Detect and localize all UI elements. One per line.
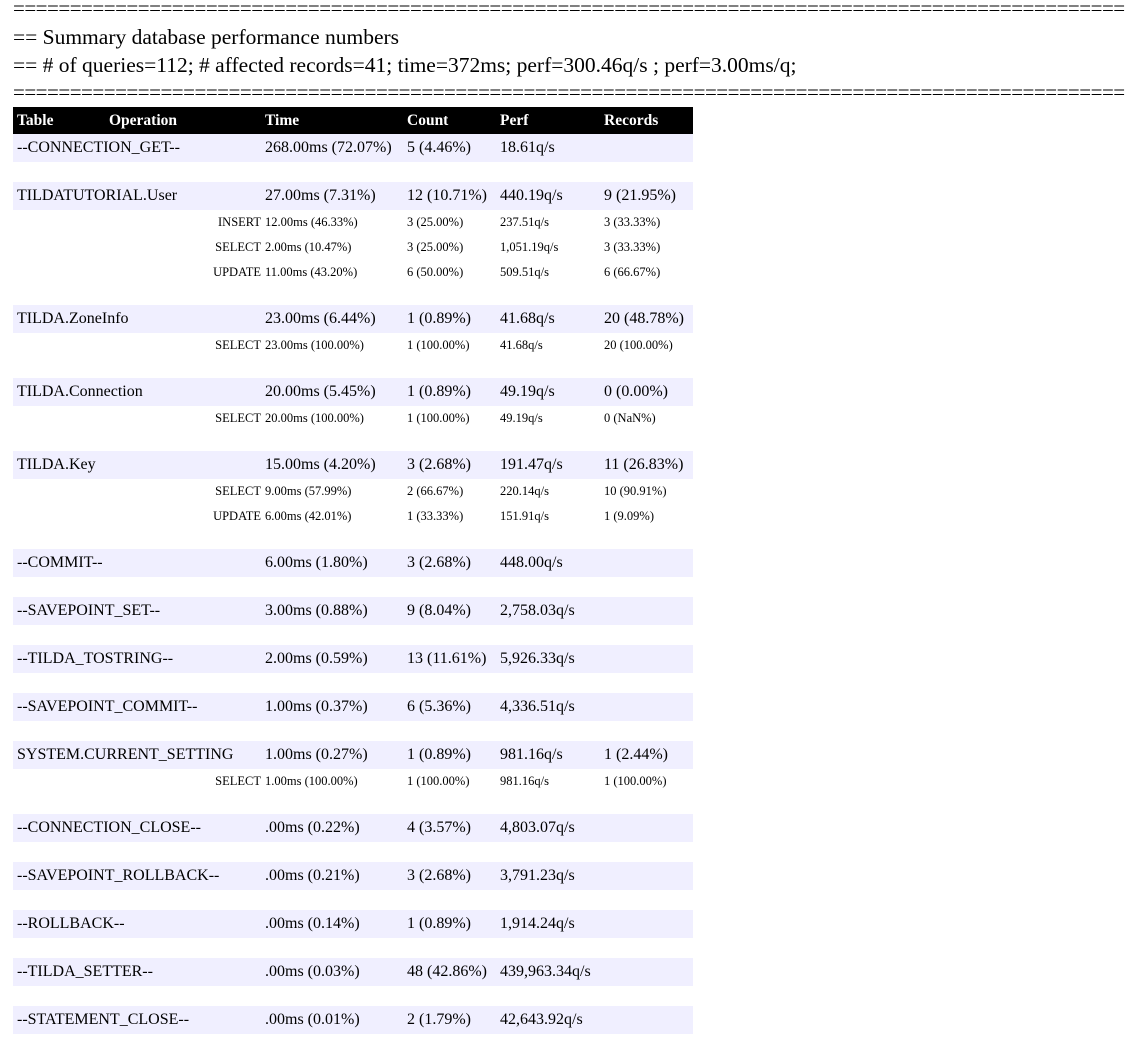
table-row <box>13 549 693 577</box>
count-cell: 4 (3.57%) <box>403 814 496 842</box>
count-cell: 1 (0.89%) <box>403 910 496 938</box>
table-row <box>13 378 693 406</box>
table-row <box>13 305 693 333</box>
records-cell <box>600 549 693 577</box>
column-header-time: Time <box>261 107 403 134</box>
group-spacer <box>13 673 693 693</box>
time-cell: 6.00ms (42.01%) <box>265 509 352 523</box>
bottom-separator: ================================================================================================== <box>13 80 1125 104</box>
perf-cell: 1,914.24q/s <box>496 910 600 938</box>
table-name-cell: TILDA.Connection <box>13 378 261 406</box>
column-header-records: Records <box>600 107 693 134</box>
spacer-cell <box>13 938 693 958</box>
count-cell: 9 (8.04%) <box>403 597 496 625</box>
spacer-cell <box>13 721 693 741</box>
count-cell: 1 (0.89%) <box>403 378 496 406</box>
count-cell: 3 (2.68%) <box>403 451 496 479</box>
records-cell: 3 (33.33%) <box>604 240 661 254</box>
operation-row <box>13 769 693 794</box>
spacer-cell <box>13 285 693 305</box>
count-cell: 13 (11.61%) <box>403 645 496 673</box>
perf-cell: 509.51q/s <box>500 265 549 279</box>
table-name-cell: --SAVEPOINT_COMMIT-- <box>13 693 261 721</box>
table-name-cell: TILDA.ZoneInfo <box>13 305 261 333</box>
count-cell: 1 (100.00%) <box>407 411 470 425</box>
time-cell: 11.00ms (43.20%) <box>265 265 358 279</box>
spacer-cell <box>13 162 693 182</box>
perf-cell: 440.19q/s <box>496 182 600 210</box>
table-row <box>13 814 693 842</box>
spacer-cell <box>13 358 693 378</box>
table-row <box>13 693 693 721</box>
time-cell: 1.00ms (0.37%) <box>261 693 403 721</box>
table-row <box>13 1006 693 1034</box>
time-cell: 23.00ms (100.00%) <box>265 338 364 352</box>
group-spacer <box>13 842 693 862</box>
column-header-perf: Perf <box>496 107 600 134</box>
group-spacer <box>13 721 693 741</box>
table-name-cell: --TILDA_TOSTRING-- <box>13 645 261 673</box>
table-header-row <box>13 107 693 134</box>
operation-row <box>13 406 693 431</box>
table-name-cell: --SAVEPOINT_ROLLBACK-- <box>13 862 261 890</box>
spacer-cell <box>13 986 693 1006</box>
empty-table-cell <box>13 479 103 504</box>
perf-cell: 18.61q/s <box>496 134 600 162</box>
operation-row <box>13 479 693 504</box>
empty-table-cell <box>13 504 103 529</box>
empty-table-cell <box>13 333 103 358</box>
table-name-cell: --CONNECTION_CLOSE-- <box>13 814 261 842</box>
records-cell <box>600 1006 693 1034</box>
records-cell: 1 (9.09%) <box>604 509 654 523</box>
perf-cell: 42,643.92q/s <box>496 1006 600 1034</box>
records-cell <box>600 645 693 673</box>
count-cell: 2 (66.67%) <box>407 484 464 498</box>
count-cell: 48 (42.86%) <box>403 958 496 986</box>
perf-cell: 2,758.03q/s <box>496 597 600 625</box>
operation-row <box>13 210 693 235</box>
empty-table-cell <box>13 406 103 431</box>
table-name-cell: --SAVEPOINT_SET-- <box>13 597 261 625</box>
perf-cell: 439,963.34q/s <box>496 958 600 986</box>
operation-cell: INSERT <box>218 215 261 229</box>
operation-row <box>13 260 693 285</box>
operation-cell: SELECT <box>215 338 261 352</box>
group-spacer <box>13 431 693 451</box>
records-cell <box>600 814 693 842</box>
records-cell <box>600 910 693 938</box>
spacer-cell <box>13 842 693 862</box>
records-cell: 6 (66.67%) <box>604 265 661 279</box>
count-cell: 6 (5.36%) <box>403 693 496 721</box>
count-cell: 6 (50.00%) <box>407 265 464 279</box>
operation-cell: SELECT <box>215 774 261 788</box>
time-cell: 3.00ms (0.88%) <box>261 597 403 625</box>
group-spacer <box>13 358 693 378</box>
column-header-count: Count <box>403 107 496 134</box>
perf-cell: 49.19q/s <box>500 411 543 425</box>
table-row <box>13 958 693 986</box>
time-cell: 6.00ms (1.80%) <box>261 549 403 577</box>
records-cell <box>600 134 693 162</box>
table-name-cell: --STATEMENT_CLOSE-- <box>13 1006 261 1034</box>
group-spacer <box>13 625 693 645</box>
count-cell: 12 (10.71%) <box>403 182 496 210</box>
table-name-cell: --ROLLBACK-- <box>13 910 261 938</box>
perf-cell: 3,791.23q/s <box>496 862 600 890</box>
time-cell: 20.00ms (5.45%) <box>261 378 403 406</box>
count-cell: 1 (0.89%) <box>403 741 496 769</box>
group-spacer <box>13 890 693 910</box>
table-row <box>13 597 693 625</box>
perf-cell: 237.51q/s <box>500 215 549 229</box>
records-cell <box>600 862 693 890</box>
operation-cell: UPDATE <box>213 509 261 523</box>
records-cell <box>600 958 693 986</box>
perf-cell: 4,336.51q/s <box>496 693 600 721</box>
empty-table-cell <box>13 235 103 260</box>
time-cell: 2.00ms (10.47%) <box>265 240 352 254</box>
time-cell: 9.00ms (57.99%) <box>265 484 352 498</box>
count-cell: 1 (100.00%) <box>407 774 470 788</box>
empty-table-cell <box>13 769 103 794</box>
count-cell: 5 (4.46%) <box>403 134 496 162</box>
table-row <box>13 645 693 673</box>
time-cell: 27.00ms (7.31%) <box>261 182 403 210</box>
group-spacer <box>13 794 693 814</box>
time-cell: .00ms (0.21%) <box>261 862 403 890</box>
perf-cell: 49.19q/s <box>496 378 600 406</box>
records-cell: 10 (90.91%) <box>604 484 667 498</box>
operation-row <box>13 504 693 529</box>
table-name-cell: SYSTEM.CURRENT_SETTING <box>13 741 261 769</box>
operation-row <box>13 333 693 358</box>
spacer-cell <box>13 673 693 693</box>
empty-table-cell <box>13 210 103 235</box>
group-spacer <box>13 577 693 597</box>
records-cell: 0 (0.00%) <box>600 378 693 406</box>
time-cell: 15.00ms (4.20%) <box>261 451 403 479</box>
summary-stats: == # of queries=112; # affected records=41; time=372ms; perf=300.46q/s ; perf=3.00ms/q; <box>13 53 797 77</box>
time-cell: 1.00ms (100.00%) <box>265 774 358 788</box>
perf-cell: 4,803.07q/s <box>496 814 600 842</box>
table-row <box>13 862 693 890</box>
records-cell: 3 (33.33%) <box>604 215 661 229</box>
group-spacer <box>13 938 693 958</box>
time-cell: .00ms (0.22%) <box>261 814 403 842</box>
table-name-cell: --TILDA_SETTER-- <box>13 958 261 986</box>
time-cell: 268.00ms (72.07%) <box>261 134 403 162</box>
table-name-cell: --COMMIT-- <box>13 549 261 577</box>
performance-table <box>13 107 693 1034</box>
records-cell: 20 (100.00%) <box>604 338 673 352</box>
time-cell: 1.00ms (0.27%) <box>261 741 403 769</box>
time-cell: .00ms (0.03%) <box>261 958 403 986</box>
table-body <box>13 134 693 1034</box>
perf-cell: 220.14q/s <box>500 484 549 498</box>
operation-row <box>13 235 693 260</box>
time-cell: 2.00ms (0.59%) <box>261 645 403 673</box>
table-row <box>13 741 693 769</box>
perf-cell: 5,926.33q/s <box>496 645 600 673</box>
records-cell <box>600 693 693 721</box>
spacer-cell <box>13 890 693 910</box>
count-cell: 2 (1.79%) <box>403 1006 496 1034</box>
records-cell: 1 (100.00%) <box>604 774 667 788</box>
summary-title: == Summary database performance numbers <box>13 25 400 49</box>
table-row <box>13 134 693 162</box>
perf-cell: 191.47q/s <box>496 451 600 479</box>
group-spacer <box>13 529 693 549</box>
group-spacer <box>13 162 693 182</box>
empty-table-cell <box>13 260 103 285</box>
table-row <box>13 451 693 479</box>
count-cell: 1 (33.33%) <box>407 509 464 523</box>
perf-cell: 448.00q/s <box>496 549 600 577</box>
count-cell: 3 (2.68%) <box>403 862 496 890</box>
table-row <box>13 182 693 210</box>
spacer-cell <box>13 577 693 597</box>
spacer-cell <box>13 625 693 645</box>
perf-cell: 151.91q/s <box>500 509 549 523</box>
operation-cell: SELECT <box>215 411 261 425</box>
perf-cell: 1,051.19q/s <box>500 240 559 254</box>
spacer-cell <box>13 794 693 814</box>
spacer-cell <box>13 431 693 451</box>
time-cell: 20.00ms (100.00%) <box>265 411 364 425</box>
table-name-cell: --CONNECTION_GET-- <box>13 134 261 162</box>
time-cell: .00ms (0.01%) <box>261 1006 403 1034</box>
records-cell: 9 (21.95%) <box>600 182 693 210</box>
top-separator: ================================================================================================== <box>13 0 1125 20</box>
time-cell: 23.00ms (6.44%) <box>261 305 403 333</box>
records-cell: 1 (2.44%) <box>600 741 693 769</box>
operation-cell: SELECT <box>215 240 261 254</box>
column-header-table: Table <box>13 107 103 134</box>
count-cell: 3 (2.68%) <box>403 549 496 577</box>
perf-cell: 981.16q/s <box>496 741 600 769</box>
table-name-cell: TILDA.Key <box>13 451 261 479</box>
group-spacer <box>13 986 693 1006</box>
records-cell: 20 (48.78%) <box>600 305 693 333</box>
count-cell: 3 (25.00%) <box>407 215 464 229</box>
perf-cell: 981.16q/s <box>500 774 549 788</box>
time-cell: .00ms (0.14%) <box>261 910 403 938</box>
time-cell: 12.00ms (46.33%) <box>265 215 358 229</box>
records-cell <box>600 597 693 625</box>
operation-cell: SELECT <box>215 484 261 498</box>
group-spacer <box>13 285 693 305</box>
operation-cell: UPDATE <box>213 265 261 279</box>
table-name-cell: TILDATUTORIAL.User <box>13 182 261 210</box>
count-cell: 1 (100.00%) <box>407 338 470 352</box>
count-cell: 1 (0.89%) <box>403 305 496 333</box>
records-cell: 11 (26.83%) <box>600 451 693 479</box>
perf-cell: 41.68q/s <box>496 305 600 333</box>
records-cell: 0 (NaN%) <box>604 411 656 425</box>
column-header-operation: Operation <box>103 107 261 134</box>
table-row <box>13 910 693 938</box>
perf-cell: 41.68q/s <box>500 338 543 352</box>
spacer-cell <box>13 529 693 549</box>
count-cell: 3 (25.00%) <box>407 240 464 254</box>
